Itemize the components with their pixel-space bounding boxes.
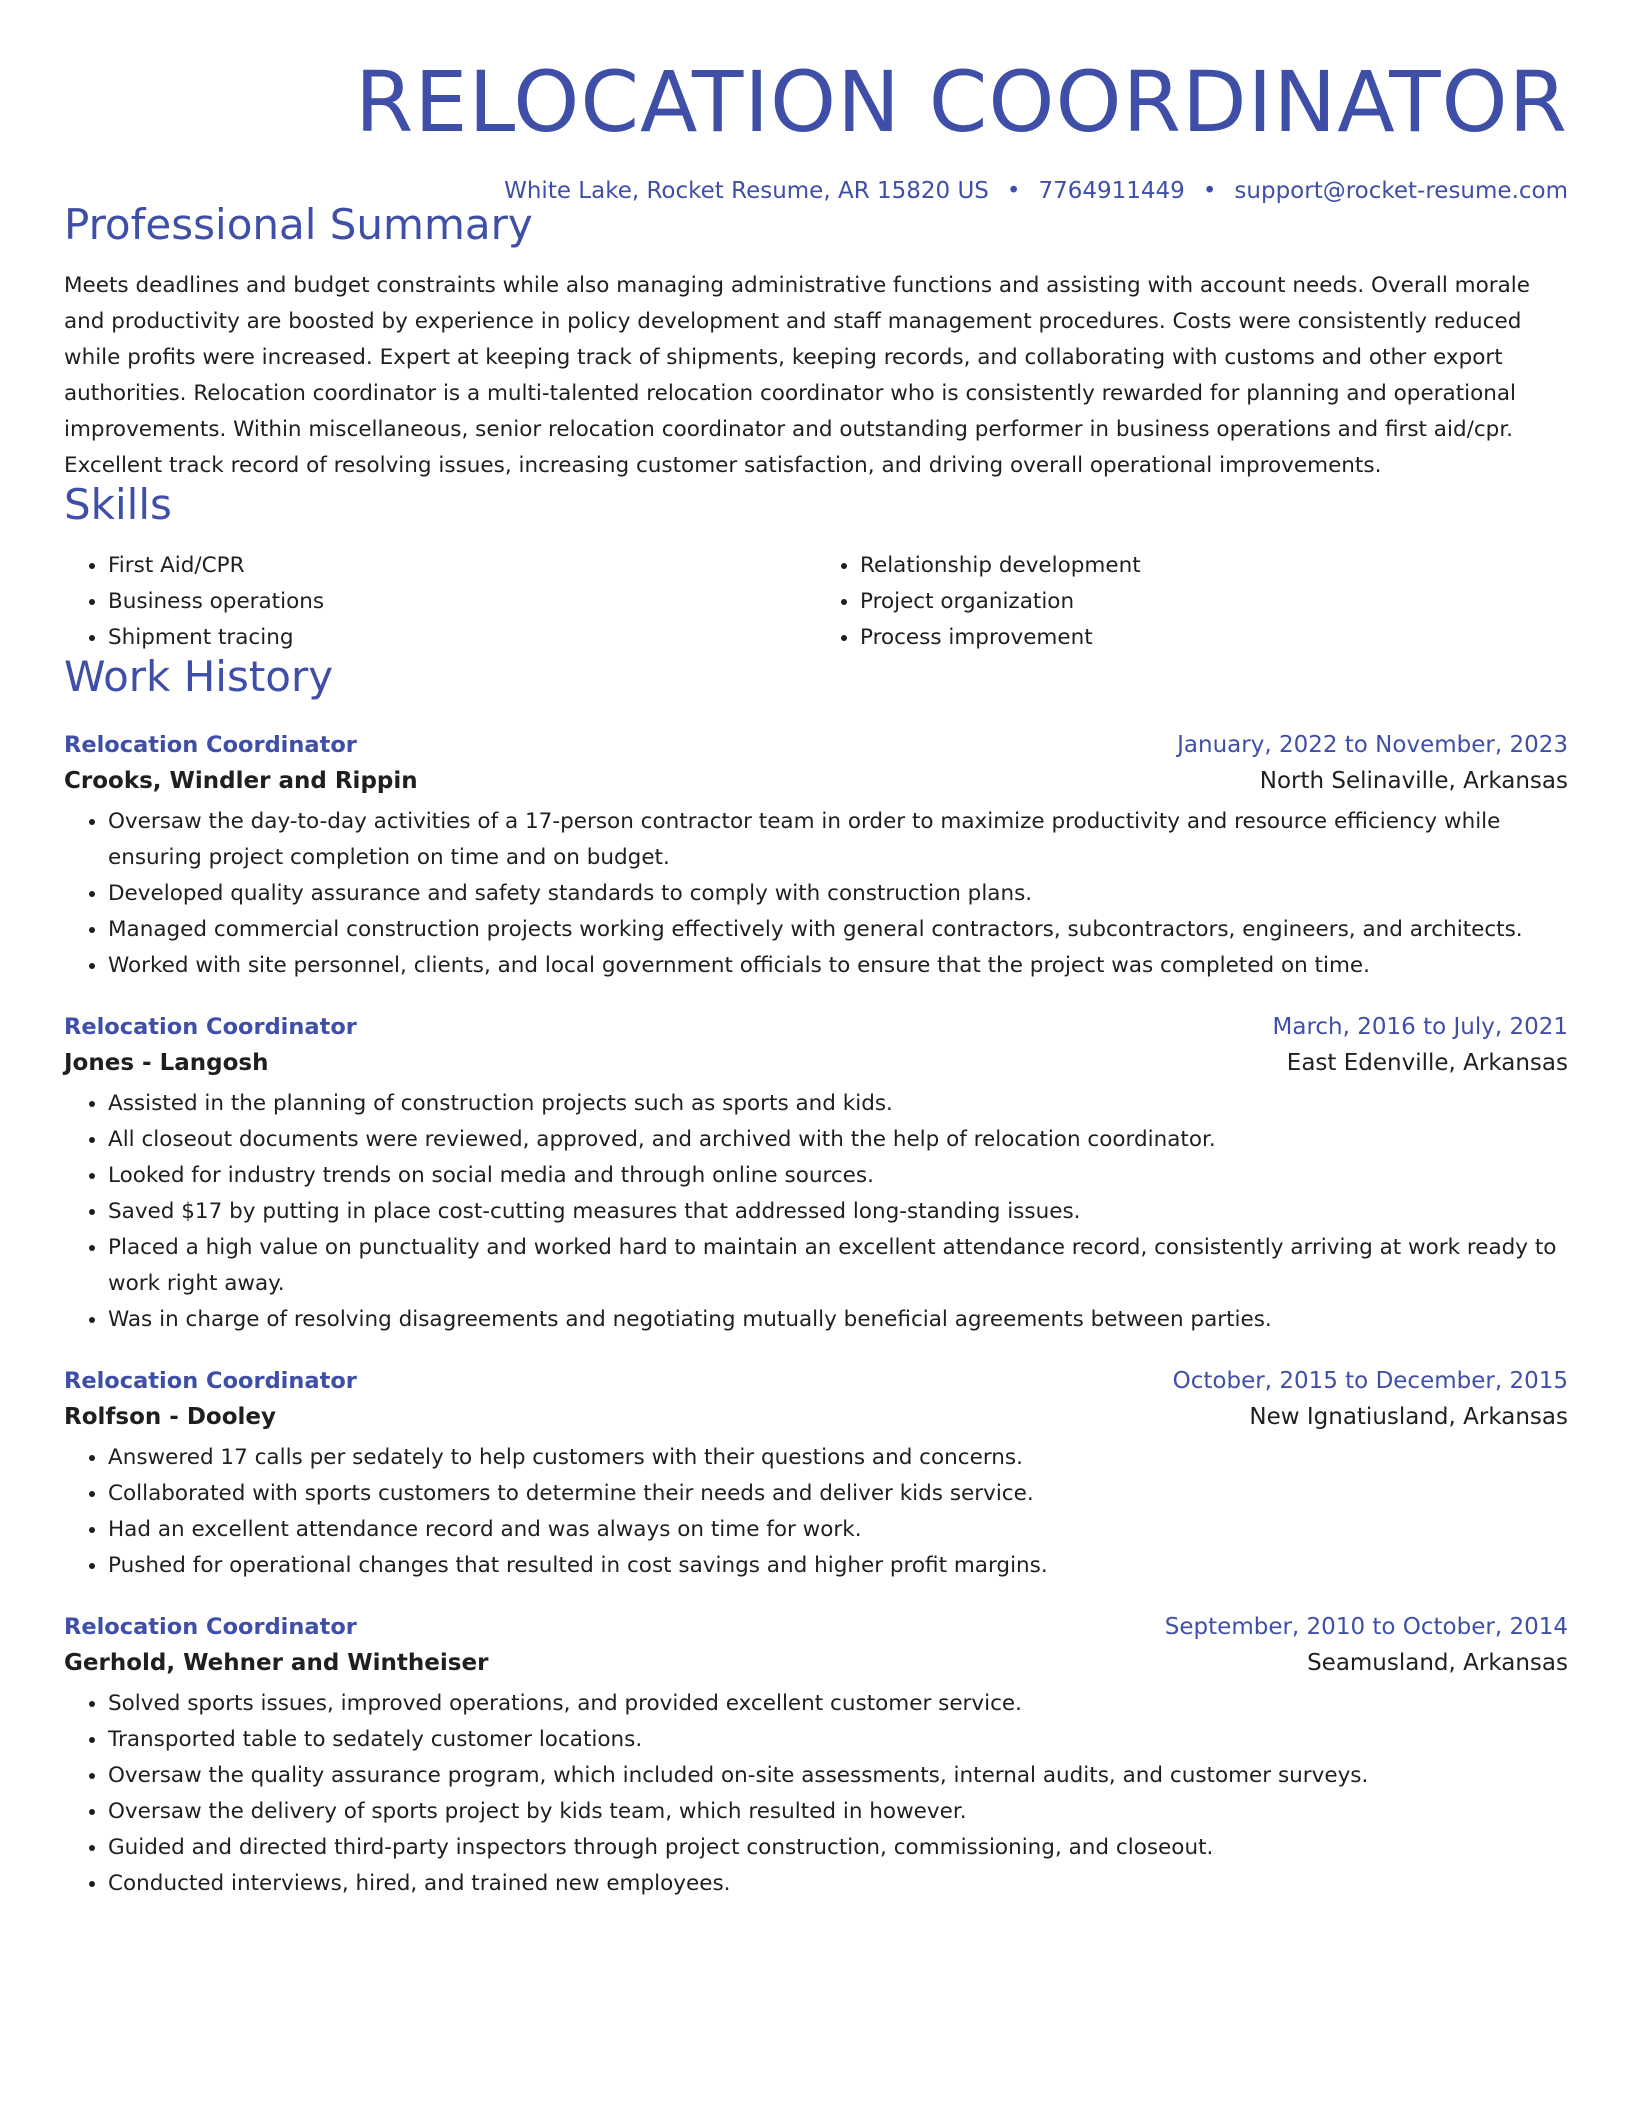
job-bullet: • Collaborated with sports customers to determine their needs and deliver kids service. — [108, 1476, 1568, 1512]
contact-email: support@rocket-resume.com — [1234, 178, 1568, 204]
job-entry — [64, 1368, 1568, 1584]
job-dates: October, 2015 to December, 2015 — [1172, 1368, 1568, 1394]
job-bullet: • Developed quality assurance and safety standards to comply with construction plans. — [108, 876, 1568, 912]
job-bullet: • Looked for industry trends on social media and through online sources. — [108, 1158, 1568, 1194]
job-bullet: • Conducted interviews, hired, and trained new employees. — [108, 1866, 1568, 1902]
job-bullet: • Had an excellent attendance record and was always on time for work. — [108, 1512, 1568, 1548]
job-bullet: • Managed commercial construction projects working effectively with general contractors, subcontractors, engineers, and architects. — [108, 912, 1568, 948]
contact-separator: • — [1202, 178, 1217, 204]
skill-item: • Process improvement — [860, 620, 1568, 656]
summary-heading: Professional Summary — [64, 200, 533, 249]
job-bullets — [64, 1086, 1568, 1338]
job-dates: September, 2010 to October, 2014 — [1164, 1614, 1568, 1640]
job-header-row — [64, 1368, 1568, 1394]
job-dates: January, 2022 to November, 2023 — [1177, 732, 1568, 758]
candidate-title: RELOCATION COORDINATOR — [355, 53, 1568, 151]
job-title: Relocation Coordinator — [64, 732, 357, 758]
job-bullet: • Worked with site personnel, clients, and local government officials to ensure that the project was completed on time. — [108, 948, 1568, 984]
job-entry — [64, 1014, 1568, 1338]
job-title: Relocation Coordinator — [64, 1614, 357, 1640]
skill-item: • Business operations — [108, 584, 816, 620]
contact-separator: • — [1006, 178, 1021, 204]
job-location: East Edenville, Arkansas — [1286, 1050, 1568, 1076]
job-company-row — [64, 1404, 1568, 1430]
job-location: New Ignatiusland, Arkansas — [1249, 1404, 1568, 1430]
skill-item: • First Aid/CPR — [108, 548, 816, 584]
company-name: Gerhold, Wehner and Wintheiser — [64, 1650, 489, 1676]
contact-phone: 7764911449 — [1038, 178, 1185, 204]
skills-list — [64, 548, 1568, 656]
job-bullet: • Guided and directed third-party inspectors through project construction, commissioning, and closeout. — [108, 1830, 1568, 1866]
job-company-row — [64, 768, 1568, 794]
job-company-row — [64, 1650, 1568, 1676]
job-dates: March, 2016 to July, 2021 — [1272, 1014, 1568, 1040]
job-title: Relocation Coordinator — [64, 1368, 357, 1394]
job-bullet: • Oversaw the delivery of sports project by kids team, which resulted in however. — [108, 1794, 1568, 1830]
job-bullet: • Placed a high value on punctuality and worked hard to maintain an excellent attendance record, consistently arriving at work ready to work right away. — [108, 1230, 1568, 1302]
job-bullet: • Pushed for operational changes that resulted in cost savings and higher profit margins. — [108, 1548, 1568, 1584]
skills-column-left — [64, 548, 816, 656]
job-header-row — [64, 732, 1568, 758]
job-header-row — [64, 1614, 1568, 1640]
job-entry — [64, 732, 1568, 984]
company-name: Jones - Langosh — [64, 1050, 269, 1076]
job-bullet: • Transported table to sedately customer locations. — [108, 1722, 1568, 1758]
job-bullet: • Was in charge of resolving disagreements and negotiating mutually beneficial agreements between parties. — [108, 1302, 1568, 1338]
summary-text: Meets deadlines and budget constraints while also managing administrative functions and assisting with account needs. Overall morale and productivity are boosted by experience in policy development and staff management procedures. Costs were consistently reduced while profits were increased. Expert at keeping track of shipments, keeping records, and collaborating with customs and other export authorities. Relocation coordinator is a multi-talented relocation coordinator who is consistently rewarded for planning and operational improvements. Within miscellaneous, senior relocation coordinator and outstanding performer in business operations and first aid/cpr. Excellent track record of resolving issues, increasing customer satisfaction, and driving overall operational improvements. — [64, 273, 1530, 478]
company-name: Crooks, Windler and Rippin — [64, 768, 418, 794]
contact-address: White Lake, Rocket Resume, AR 15820 US — [504, 178, 989, 204]
job-bullet: • Oversaw the quality assurance program, which included on-site assessments, internal audits, and customer surveys. — [108, 1758, 1568, 1794]
job-company-row — [64, 1050, 1568, 1076]
job-bullets — [64, 1440, 1568, 1584]
job-bullet: • Oversaw the day-to-day activities of a 17-person contractor team in order to maximize productivity and resource efficiency while ensuring project completion on time and on budget. — [108, 804, 1568, 876]
company-name: Rolfson - Dooley — [64, 1404, 276, 1430]
skills-heading: Skills — [64, 480, 172, 529]
job-entry — [64, 1614, 1568, 1902]
job-bullet: • Saved $17 by putting in place cost-cutting measures that addressed long-standing issues. — [108, 1194, 1568, 1230]
resume-header — [64, 53, 1568, 204]
skills-column-right — [816, 548, 1568, 656]
job-bullet: • Assisted in the planning of construction projects such as sports and kids. — [108, 1086, 1568, 1122]
job-bullet: • All closeout documents were reviewed, approved, and archived with the help of relocation coordinator. — [108, 1122, 1568, 1158]
job-bullets — [64, 804, 1568, 984]
job-bullet: • Answered 17 calls per sedately to help customers with their questions and concerns. — [108, 1440, 1568, 1476]
skill-item: • Shipment tracing — [108, 620, 816, 656]
job-bullets — [64, 1686, 1568, 1902]
skill-item: • Project organization — [860, 584, 1568, 620]
job-location: North Selinaville, Arkansas — [1259, 768, 1568, 794]
skill-item: • Relationship development — [860, 548, 1568, 584]
job-bullet: • Solved sports issues, improved operations, and provided excellent customer service. — [108, 1686, 1568, 1722]
job-title: Relocation Coordinator — [64, 1014, 357, 1040]
job-location: Seamusland, Arkansas — [1307, 1650, 1568, 1676]
work-history-heading: Work History — [64, 652, 334, 701]
job-header-row — [64, 1014, 1568, 1040]
